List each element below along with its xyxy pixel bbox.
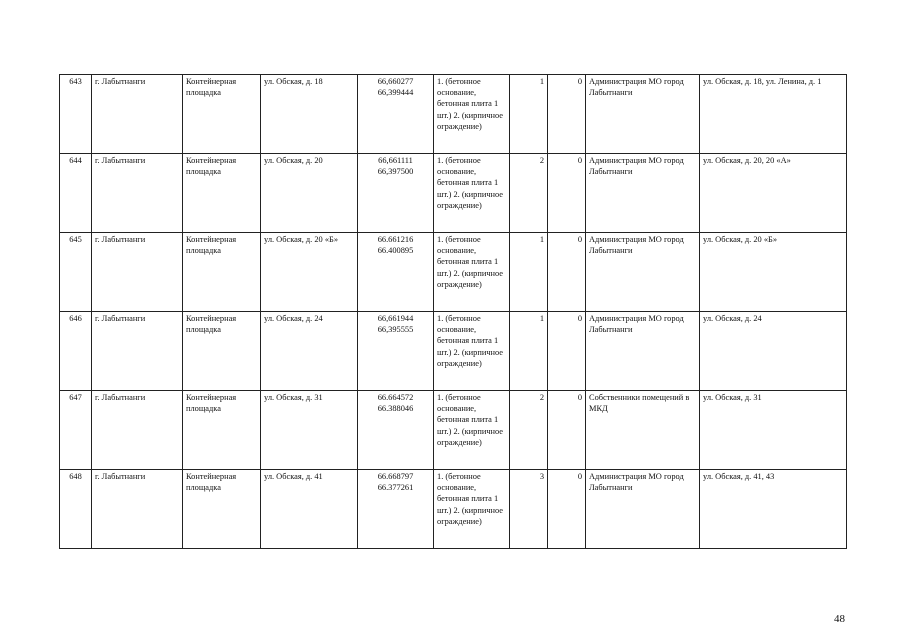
latitude-value: 66,661944 [377,314,414,323]
description-cell: 1. (бетонное основание, бетонная плита 1 шт.) 2. (кирпичное ограждение) [434,75,510,154]
coordinates-cell [358,470,434,549]
longitude-value: 66,395555 [377,325,414,335]
coordinates-cell [358,233,434,312]
owner-cell: Администрация МО город Лабытнанги [586,233,700,312]
city-cell: г. Лабытнанги [92,233,183,312]
longitude-value: 66,399444 [377,88,414,98]
container-sites-table [59,74,847,549]
table-row [60,312,847,391]
row-number: 643 [60,75,92,154]
address-cell: ул. Обская, д. 20 [261,154,358,233]
longitude-value: 66.388046 [377,404,414,414]
row-number: 646 [60,312,92,391]
description-cell: 1. (бетонное основание, бетонная плита 1 шт.) 2. (кирпичное ограждение) [434,391,510,470]
city-cell: г. Лабытнанги [92,154,183,233]
city-cell: г. Лабытнанги [92,391,183,470]
address-cell: ул. Обская, д. 31 [261,391,358,470]
city-cell: г. Лабытнанги [92,75,183,154]
site-type-cell: Контейнерная площадка [183,154,261,233]
address-cell: ул. Обская, д. 41 [261,470,358,549]
container-count-cell: 3 [510,470,548,549]
table-row [60,470,847,549]
owner-cell: Администрация МО город Лабытнанги [586,312,700,391]
served-objects-cell: ул. Обская, д. 20, 20 «А» [700,154,847,233]
page-number: 48 [834,613,845,625]
volume-cell: 0 [548,312,586,391]
longitude-value: 66,397500 [377,167,414,177]
row-number: 645 [60,233,92,312]
address-cell: ул. Обская, д. 20 «Б» [261,233,358,312]
latitude-value: 66.664572 [377,393,414,402]
served-objects-cell: ул. Обская, д. 41, 43 [700,470,847,549]
longitude-value: 66.377261 [377,483,414,493]
container-count-cell: 2 [510,154,548,233]
volume-cell: 0 [548,233,586,312]
row-number: 648 [60,470,92,549]
volume-cell: 0 [548,391,586,470]
coordinates-cell [358,312,434,391]
coordinates-cell [358,75,434,154]
owner-cell: Администрация МО город Лабытнанги [586,154,700,233]
description-cell: 1. (бетонное основание, бетонная плита 1 шт.) 2. (кирпичное ограждение) [434,470,510,549]
site-type-cell: Контейнерная площадка [183,75,261,154]
description-cell: 1. (бетонное основание, бетонная плита 1 шт.) 2. (кирпичное ограждение) [434,233,510,312]
volume-cell: 0 [548,154,586,233]
table-row [60,391,847,470]
served-objects-cell: ул. Обская, д. 24 [700,312,847,391]
latitude-value: 66,661111 [378,156,413,165]
served-objects-cell: ул. Обская, д. 18, ул. Ленина, д. 1 [700,75,847,154]
latitude-value: 66.661216 [377,235,414,244]
volume-cell: 0 [548,470,586,549]
site-type-cell: Контейнерная площадка [183,312,261,391]
served-objects-cell: ул. Обская, д. 31 [700,391,847,470]
container-count-cell: 1 [510,75,548,154]
description-cell: 1. (бетонное основание, бетонная плита 1 шт.) 2. (кирпичное ограждение) [434,312,510,391]
row-number: 647 [60,391,92,470]
city-cell: г. Лабытнанги [92,312,183,391]
site-type-cell: Контейнерная площадка [183,391,261,470]
table-row [60,75,847,154]
coordinates-cell [358,391,434,470]
coordinates-cell [358,154,434,233]
served-objects-cell: ул. Обская, д. 20 «Б» [700,233,847,312]
owner-cell: Администрация МО город Лабытнанги [586,75,700,154]
address-cell: ул. Обская, д. 24 [261,312,358,391]
site-type-cell: Контейнерная площадка [183,233,261,312]
table-body [60,75,847,549]
address-cell: ул. Обская, д. 18 [261,75,358,154]
owner-cell: Собственники помещений в МКД [586,391,700,470]
city-cell: г. Лабытнанги [92,470,183,549]
longitude-value: 66.400895 [377,246,414,256]
table-row [60,233,847,312]
table-row [60,154,847,233]
container-count-cell: 1 [510,312,548,391]
latitude-value: 66.668797 [377,472,414,481]
container-count-cell: 1 [510,233,548,312]
container-count-cell: 2 [510,391,548,470]
description-cell: 1. (бетонное основание, бетонная плита 1 шт.) 2. (кирпичное ограждение) [434,154,510,233]
owner-cell: Администрация МО город Лабытнанги [586,470,700,549]
volume-cell: 0 [548,75,586,154]
latitude-value: 66,660277 [377,77,414,86]
site-type-cell: Контейнерная площадка [183,470,261,549]
row-number: 644 [60,154,92,233]
